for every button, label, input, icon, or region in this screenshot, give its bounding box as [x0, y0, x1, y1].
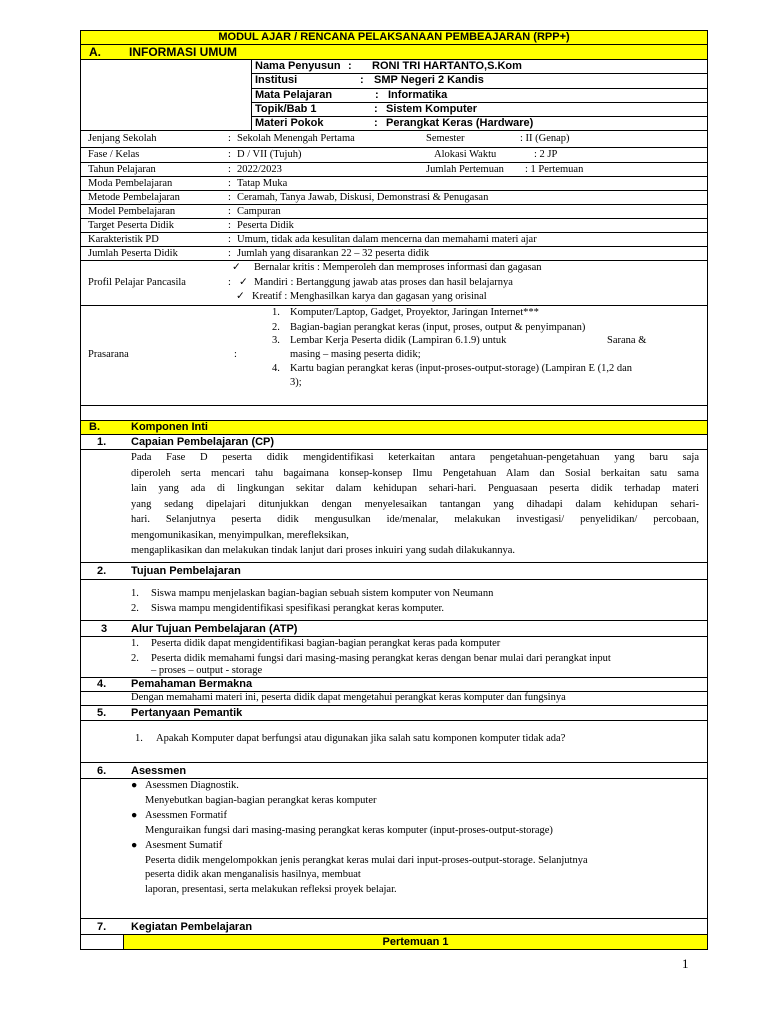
- atp-title: Alur Tujuan Pembelajaran (ATP): [131, 623, 298, 635]
- label-materi-pokok: Materi Pokok: [255, 117, 324, 129]
- kegiatan-number: 7.: [97, 921, 107, 933]
- check-icon: ✓: [232, 262, 241, 273]
- asesmen-number: 6.: [97, 765, 107, 777]
- tujuan-number: 2.: [97, 565, 107, 577]
- kegiatan-title: Kegiatan Pembelajaran: [131, 921, 253, 933]
- pemahaman-text: Dengan memahami materi ini, peserta didik dapat mengetahui perangkat keras komputer dan fungsinya: [131, 692, 566, 703]
- section-a-number: A.: [89, 45, 101, 59]
- value-materi-pokok: Perangkat Keras (Hardware): [386, 117, 534, 129]
- label-topik: Topik/Bab 1: [255, 103, 317, 115]
- frame-right: [707, 30, 708, 950]
- pemahaman-title: Pemahaman Bermakna: [131, 678, 253, 690]
- value-mata-pelajaran: Informatika: [388, 89, 448, 101]
- value-institusi: SMP Negeri 2 Kandis: [374, 74, 484, 86]
- pemahaman-number: 4.: [97, 678, 107, 690]
- profil-label: Profil Pelajar Pancasila: [88, 277, 186, 288]
- pertanyaan-number: 5.: [97, 707, 107, 719]
- document-title: MODUL AJAR / RENCANA PELAKSANAAN PEMBEAJARAN (RPP+): [81, 31, 707, 44]
- section-b-number: B.: [89, 421, 100, 433]
- check-icon: ✓: [236, 291, 245, 302]
- section-a-label: INFORMASI UMUM: [129, 45, 237, 59]
- asesmen-title: Asessmen: [131, 765, 187, 777]
- page-number: 1: [682, 956, 689, 971]
- cp-number: 1.: [97, 436, 107, 448]
- value-nama-penyusun: RONI TRI HARTANTO,S.Kom: [372, 60, 522, 72]
- label-institusi: Institusi: [255, 74, 298, 86]
- section-b-header: [81, 420, 707, 434]
- bullet-icon: ●: [131, 780, 138, 791]
- value-topik: Sistem Komputer: [386, 103, 478, 115]
- prasarana-label: Prasarana: [88, 349, 129, 360]
- tujuan-title: Tujuan Pembelajaran: [131, 565, 241, 577]
- section-b-label: Komponen Inti: [131, 421, 208, 433]
- label-nama-penyusun: Nama Penyusun: [255, 60, 341, 72]
- check-icon: ✓: [239, 277, 248, 288]
- pertanyaan-title: Pertanyaan Pemantik: [131, 707, 243, 719]
- cp-title: Capaian Pembelajaran (CP): [131, 436, 275, 448]
- bullet-icon: ●: [131, 810, 138, 821]
- pertemuan-1-header: Pertemuan 1: [124, 935, 707, 949]
- label-mata-pelajaran: Mata Pelajaran: [255, 89, 333, 101]
- cp-paragraph: Pada Fase D peserta didik mengidentifikasi keterkaitan antara pengetahuan-pengetahuan yang baru saja diperoleh serta mencari tahu bagaimana konsep-konsep Ilmu Pengetahuan Alam dan Sosial berkaitan satu sama lain yang ada di lingkungan sekitar dalam kehidupan sehari-hari. Penguasaan peserta didik terhadap materi yang sedang dipelajari ditunjukkan dengan menyelesaikan tantangan yang dihadapi dalam kehidupan sehari- hari. Selanjutnya peserta didik mengusulkan ide/menalar, melakukan investigasi/ penyelidikan/ percobaan, mengomunikasikan, menyimpulkan, merefleksikan, mengaplikasikan dan melakukan tindak lanjut dari proses inkuiri yang sudah dilakukannya.: [131, 452, 699, 556]
- atp-number: 3: [101, 623, 108, 635]
- bullet-icon: ●: [131, 840, 138, 851]
- frame-left: [80, 30, 81, 950]
- section-a-header: [81, 45, 707, 59]
